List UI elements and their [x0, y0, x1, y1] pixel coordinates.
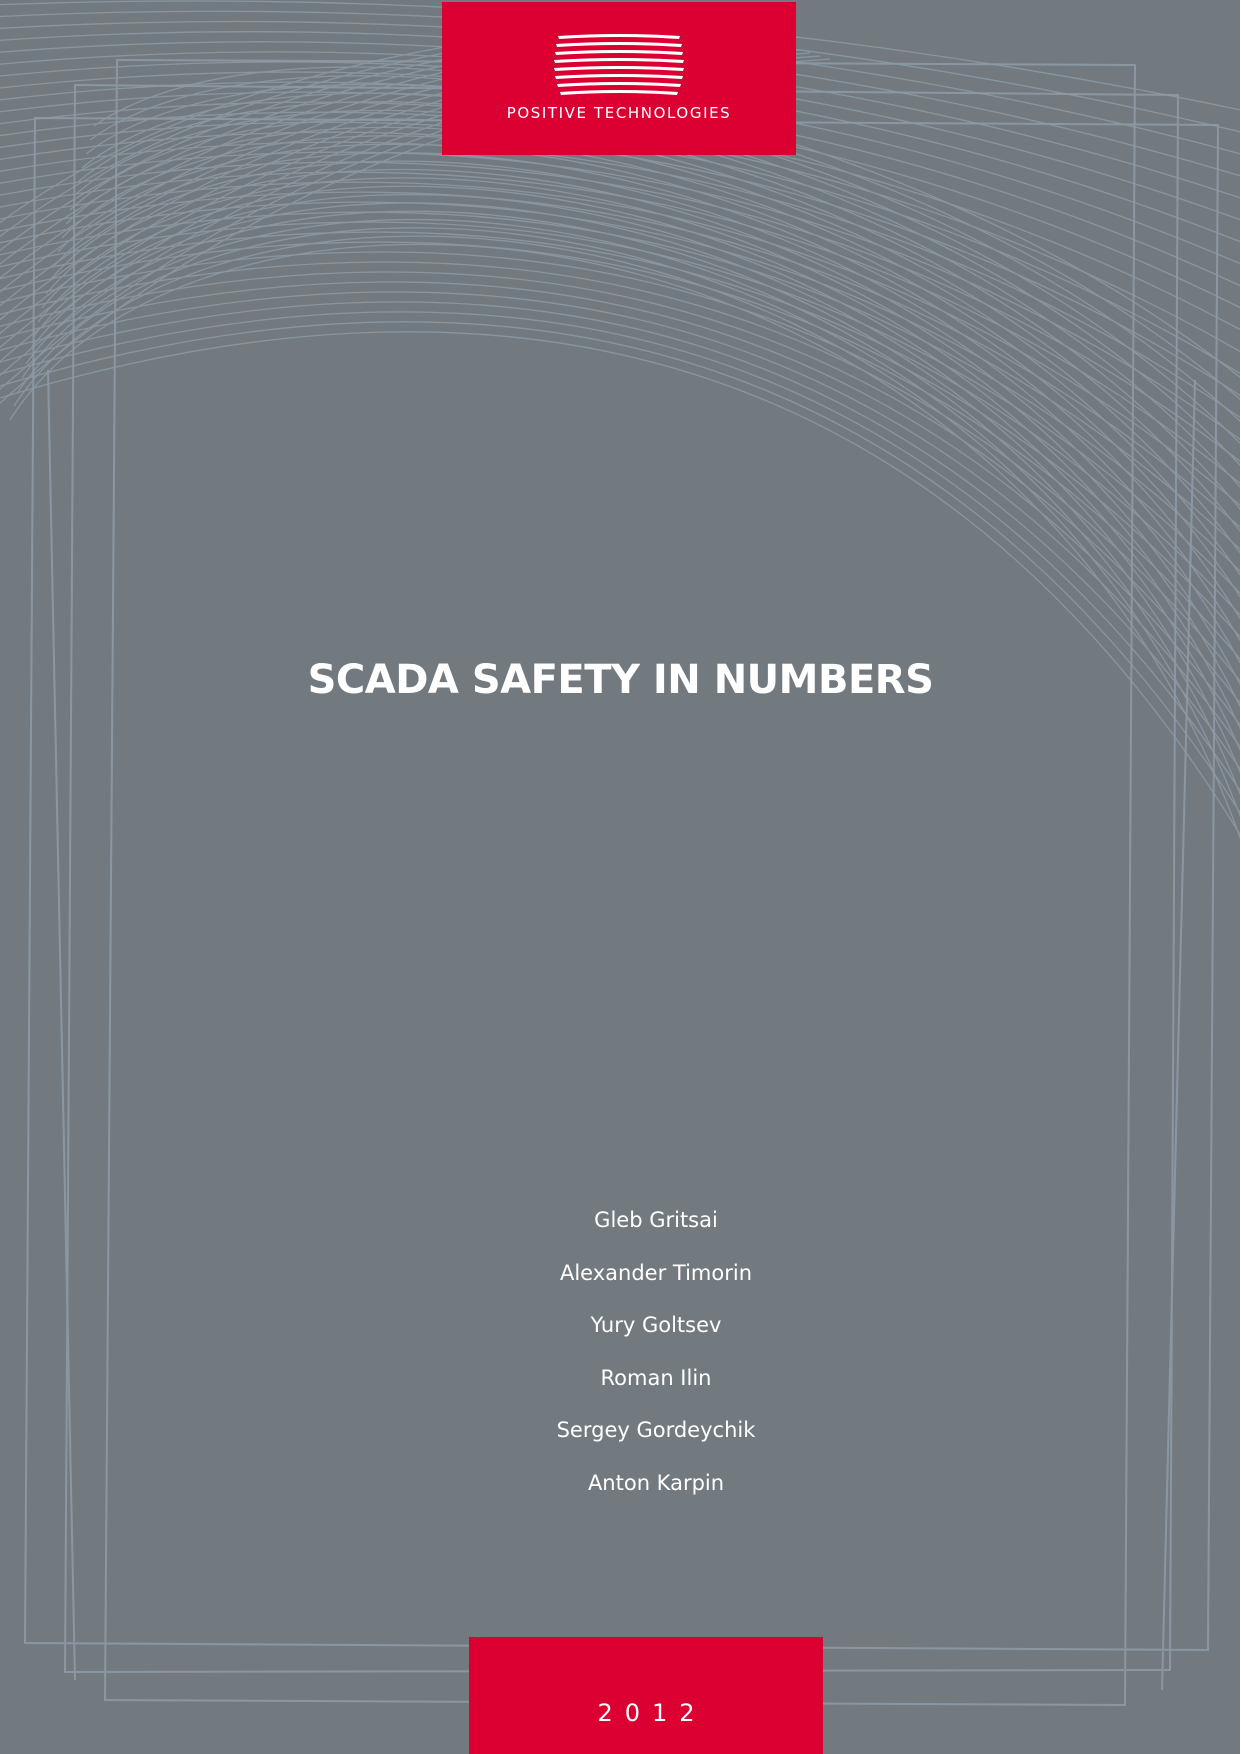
document-title: SCADA SAFETY IN NUMBERS [307, 657, 934, 703]
striped-bars-logo-icon [552, 34, 686, 98]
author-name: Sergey Gordeychik [556, 1418, 756, 1443]
year-banner [469, 1637, 823, 1754]
author-name: Yury Goltsev [590, 1313, 722, 1338]
author-name: Roman Ilin [600, 1365, 712, 1390]
publication-year: 2012 [597, 1699, 707, 1727]
company-logo [442, 2, 796, 155]
author-name: Gleb Gritsai [594, 1208, 718, 1232]
author-name: Anton Karpin [587, 1470, 725, 1495]
author-list [456, 1200, 856, 1516]
author-name: Alexander Timorin [559, 1260, 752, 1285]
company-name: POSITIVE TECHNOLOGIES [506, 104, 732, 122]
